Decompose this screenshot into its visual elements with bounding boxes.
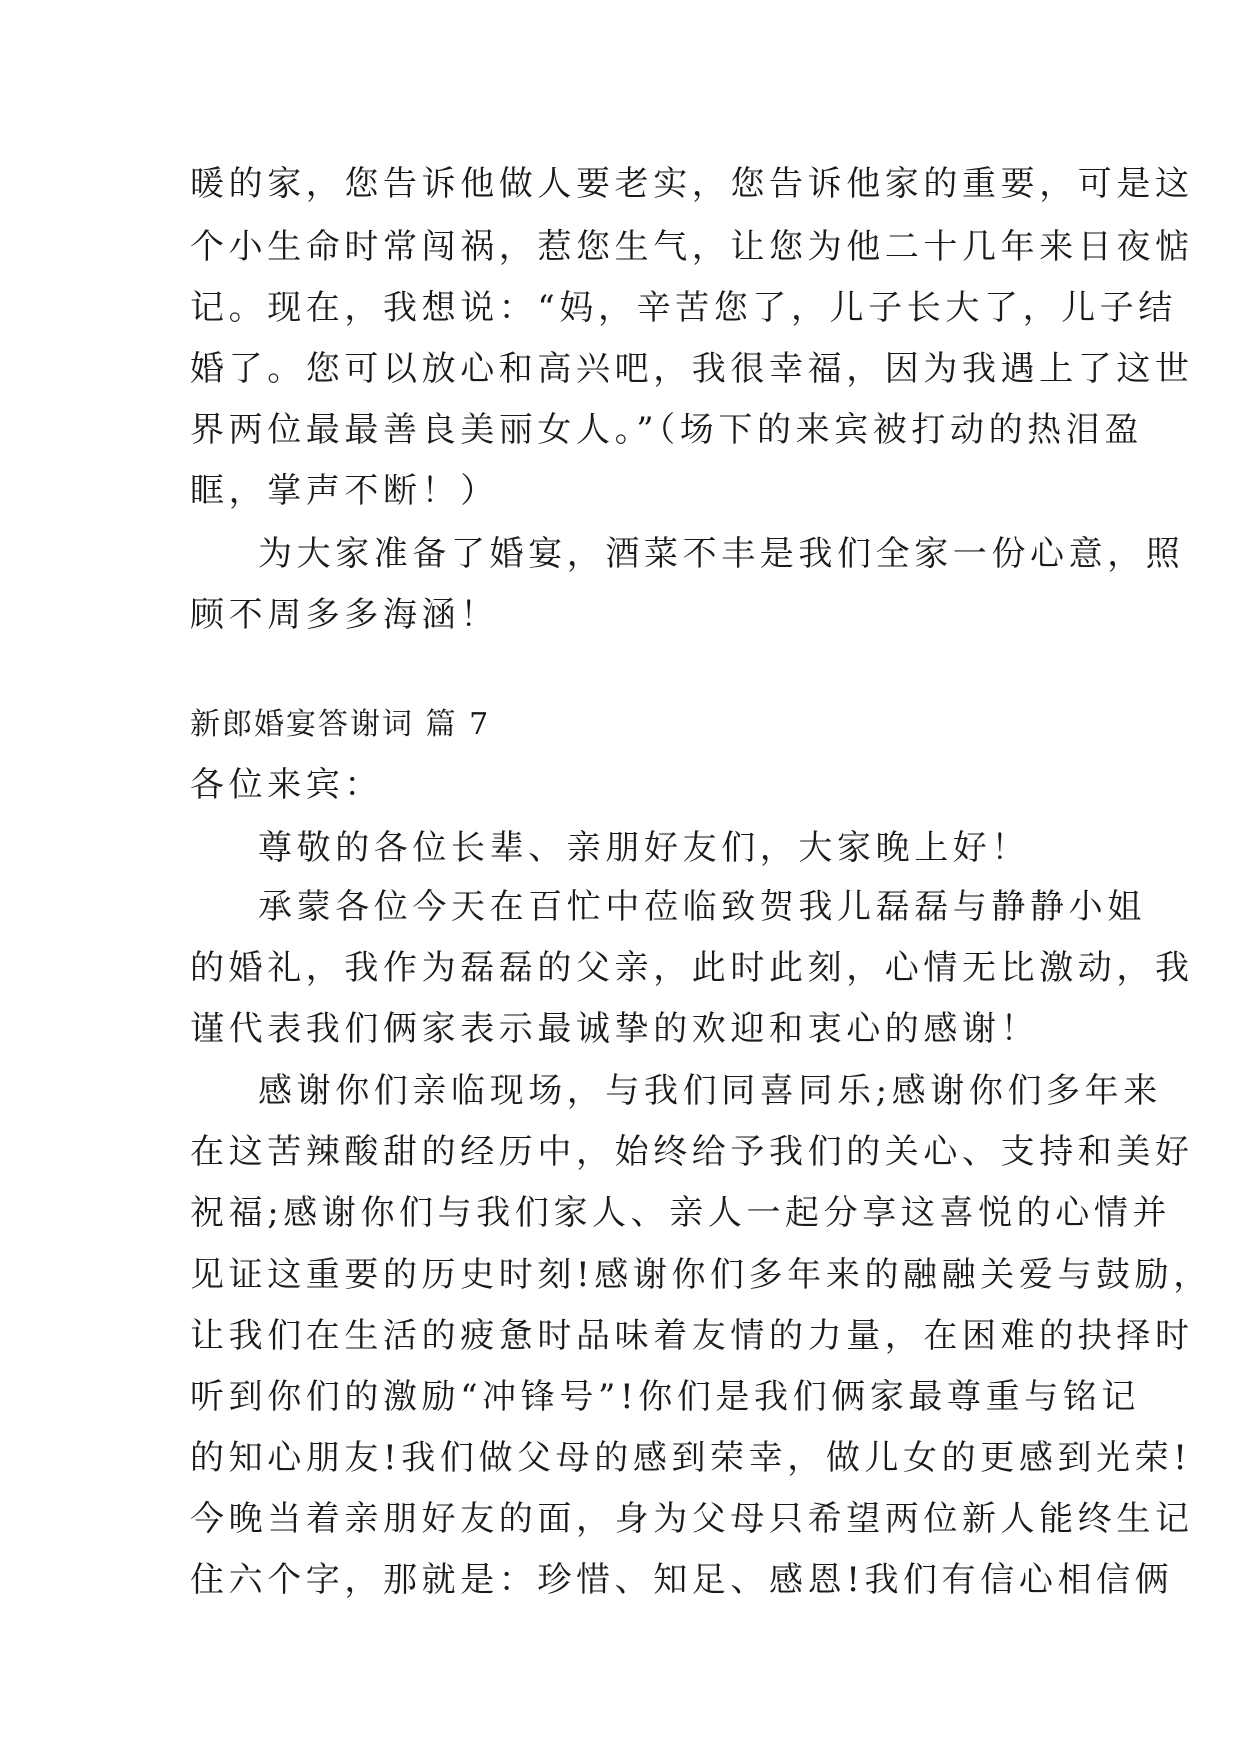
body-text-line: 住六个字，那就是：珍惜、知足、感恩!我们有信心相信俩 xyxy=(190,1560,1174,1600)
body-text-line: 记。现在，我想说：“妈，辛苦您了，儿子长大了，儿子结 xyxy=(190,288,1177,328)
body-text-line: 个小生命时常闯祸，惹您生气，让您为他二十几年来日夜惦 xyxy=(190,227,1194,267)
body-text-line: 今晚当着亲朋好友的面，身为父母只希望两位新人能终生记 xyxy=(190,1499,1194,1539)
body-text-line: 婚了。您可以放心和高兴吧，我很幸福，因为我遇上了这世 xyxy=(190,349,1194,389)
body-text-line: 感谢你们亲临现场，与我们同喜同乐;感谢你们多年来 xyxy=(258,1071,1162,1111)
body-text-line: 让我们在生活的疲惫时品味着友情的力量，在困难的抉择时 xyxy=(190,1316,1194,1356)
section-title: 新郎婚宴答谢词 篇 7 xyxy=(190,707,491,742)
body-text-line: 祝福;感谢你们与我们家人、亲人一起分享这喜悦的心情并 xyxy=(190,1193,1172,1233)
body-text-line: 界两位最最善良美丽女人。”（场下的来宾被打动的热泪盈 xyxy=(190,410,1143,450)
body-text-line: 谨代表我们俩家表示最诚挚的欢迎和衷心的感谢！ xyxy=(190,1009,1040,1049)
body-text-line: 顾不周多多海涵！ xyxy=(190,595,499,635)
body-text-line: 为大家准备了婚宴，酒菜不丰是我们全家一份心意，照 xyxy=(258,534,1185,574)
salutation: 各位来宾： xyxy=(190,765,383,805)
body-text-line: 见证这重要的历史时刻!感谢你们多年来的融融关爱与鼓励， xyxy=(190,1255,1212,1295)
body-text-line: 的婚礼，我作为磊磊的父亲，此时此刻，心情无比激动，我 xyxy=(190,948,1194,988)
body-text-line: 承蒙各位今天在百忙中莅临致贺我儿磊磊与静静小姐 xyxy=(258,887,1146,927)
body-text-line: 暖的家，您告诉他做人要老实，您告诉他家的重要，可是这 xyxy=(190,164,1194,204)
body-text-line: 的知心朋友!我们做父母的感到荣幸，做儿女的更感到光荣! xyxy=(190,1438,1192,1478)
body-text-line: 在这苦辣酸甜的经历中，始终给予我们的关心、支持和美好 xyxy=(190,1132,1194,1172)
body-text-line: 听到你们的激励“冲锋号”!你们是我们俩家最尊重与铭记 xyxy=(190,1377,1141,1417)
greeting-line: 尊敬的各位长辈、亲朋好友们，大家晚上好！ xyxy=(258,828,1030,868)
body-text-line: 眶，掌声不断！） xyxy=(190,471,499,511)
